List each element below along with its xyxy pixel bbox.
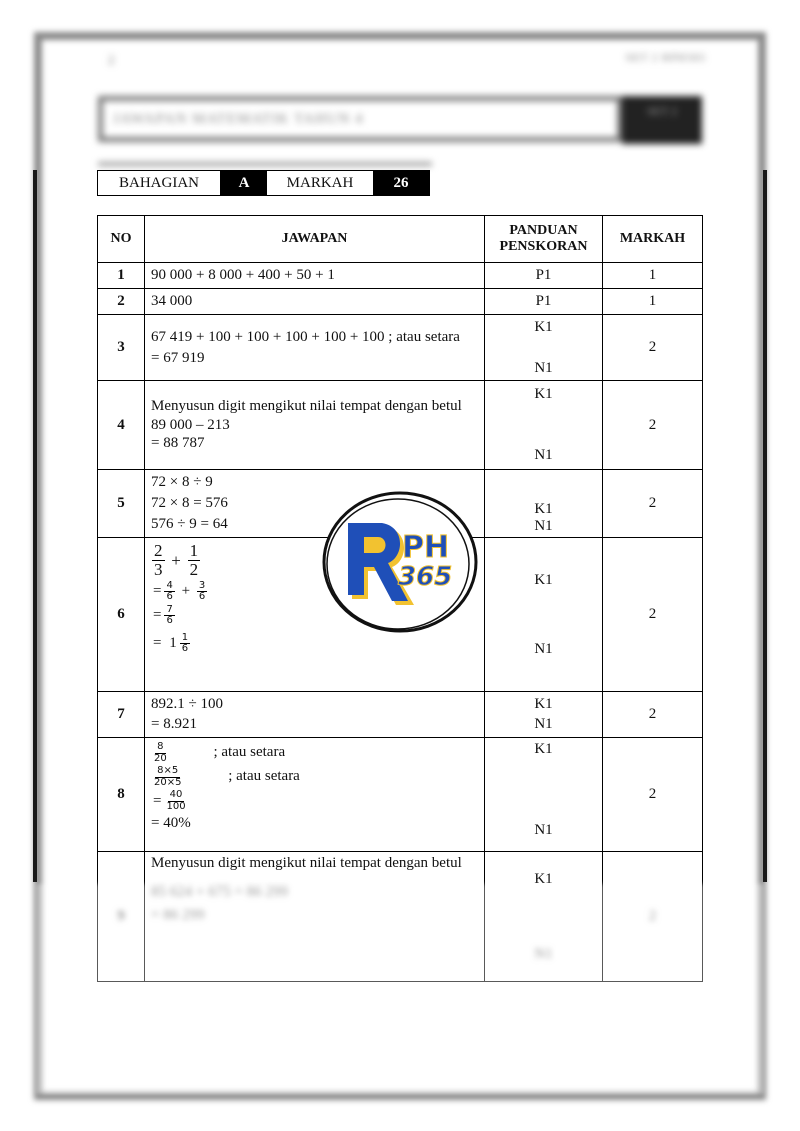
atau-setara: ; atau setara <box>213 744 286 761</box>
jawapan-line: = 8.921 <box>151 715 197 732</box>
panduan-n: N1 <box>534 447 553 463</box>
panduan-k: K1 <box>534 870 553 887</box>
subtitle-line <box>98 162 432 166</box>
set-label: SET 2 <box>622 96 702 144</box>
panduan-k: K1 <box>534 386 553 402</box>
jawapan-line: = 67 919 <box>151 349 205 366</box>
page-number: 2 <box>108 52 115 67</box>
panduan-k: K1 <box>534 741 553 757</box>
row-no: 9 <box>98 852 145 982</box>
header-panduan-line2: PENSKORAN <box>499 239 588 254</box>
row-markah: 2 <box>603 738 703 852</box>
section-bar <box>97 170 430 196</box>
row-no: 4 <box>98 381 145 470</box>
row-jawapan: 90 000 + 8 000 + 400 + 50 + 1 <box>145 263 485 289</box>
rph365-logo <box>318 487 480 637</box>
panduan-n: N1 <box>534 359 553 376</box>
row-markah: 2 <box>603 852 703 982</box>
panduan-n: N1 <box>534 640 553 657</box>
row-panduan <box>485 381 603 470</box>
header-no: NO <box>98 216 145 263</box>
row-panduan <box>485 538 603 692</box>
row-panduan <box>485 470 603 538</box>
fraction: $\frac{8\times 5}{20\times 5}$ <box>154 765 182 788</box>
table-row <box>98 289 703 315</box>
header-panduan-line1: PANDUAN <box>509 223 578 238</box>
markah-label: MARKAH <box>267 171 373 195</box>
fraction: $\frac{7}{6}$ <box>166 603 173 627</box>
jawapan-line: = 86 299 <box>151 907 205 923</box>
table-row <box>98 315 703 381</box>
page-border-right <box>763 170 767 882</box>
row-panduan <box>485 692 603 738</box>
row-no: 1 <box>98 263 145 289</box>
fraction: $\frac{1}{6}$ <box>181 631 189 655</box>
header-markah: MARKAH <box>603 216 703 263</box>
row-jawapan: $\frac{8}{20}$ ; atau setara $\frac{8\times 5}{20\times 5}$ ; atau setara = $\frac{40}{100}$ = 40% <box>145 738 485 852</box>
row-no: 2 <box>98 289 145 315</box>
row-panduan <box>485 315 603 381</box>
fraction: $\frac{4}{6}$ <box>166 579 173 603</box>
panduan-k: K1 <box>534 571 553 588</box>
panduan-n: N1 <box>534 945 553 962</box>
row-no: 7 <box>98 692 145 738</box>
row-markah: 2 <box>603 470 703 538</box>
markah-value: 26 <box>373 171 429 195</box>
table-row <box>98 381 703 470</box>
header-jawapan: JAWAPAN <box>145 216 485 263</box>
row-jawapan <box>145 315 485 381</box>
row-jawapan: 34 000 <box>145 289 485 315</box>
bahagian-label: BAHAGIAN <box>98 171 221 195</box>
row-panduan: P1 <box>485 289 603 315</box>
panduan-k: K1 <box>534 501 553 517</box>
table-row <box>98 692 703 738</box>
logo-365-text: 365 <box>398 562 453 592</box>
page-border-left <box>33 170 37 882</box>
row-no: 3 <box>98 315 145 381</box>
row-markah: 2 <box>603 692 703 738</box>
fraction: $\frac{1}{2}$ <box>189 541 199 579</box>
row-jawapan <box>145 692 485 738</box>
logo-ph-text: PH <box>402 530 450 565</box>
jawapan-line: = 88 787 <box>151 435 205 452</box>
jawapan-line: Menyusun digit mengikut nilai tempat dengan betul <box>151 855 462 871</box>
row-jawapan <box>145 381 485 470</box>
document-title: JAWAPAN MATEMATIK TAHUN 4 <box>98 96 622 142</box>
row-markah: 2 <box>603 315 703 381</box>
panduan-n: N1 <box>534 822 553 838</box>
row-jawapan: $\frac{2}{3}$ + $\frac{1}{2}$ = $\frac{4}{6}$ + $\frac{3}{6}$ = $\frac{7}{6}$ = 1 $\frac{1}{6}$ <box>145 538 485 692</box>
header-top-right: SET 2 RPH365 <box>625 52 706 64</box>
row-panduan: P1 <box>485 263 603 289</box>
fraction: $\frac{40}{100}$ <box>166 789 186 812</box>
header-panduan <box>485 216 603 263</box>
fraction: $\frac{8}{20}$ <box>154 741 167 764</box>
jawapan-result: = 40% <box>151 815 191 831</box>
atau-setara: ; atau setara <box>228 768 300 785</box>
panduan-n: N1 <box>534 518 553 534</box>
jawapan-line: 72 × 8 ÷ 9 <box>151 474 213 490</box>
table-row <box>98 738 703 852</box>
jawapan-line: Menyusun digit mengikut nilai tempat dengan betul <box>151 397 462 414</box>
row-no: 5 <box>98 470 145 538</box>
blur-overlay <box>36 884 764 1094</box>
panduan-k: K1 <box>534 696 553 712</box>
page-header-blurred <box>40 38 760 168</box>
panduan-k: K1 <box>534 318 553 335</box>
row-markah: 1 <box>603 289 703 315</box>
row-no: 6 <box>98 538 145 692</box>
fraction: $\frac{2}{3}$ <box>154 541 163 579</box>
table-row <box>98 263 703 289</box>
jawapan-line: 89 000 – 213 <box>151 416 230 433</box>
fraction: $\frac{3}{6}$ <box>198 579 206 603</box>
jawapan-line: 85 624 + 675 = 86 299 <box>151 883 288 900</box>
row-panduan <box>485 738 603 852</box>
table-header-row <box>98 216 703 263</box>
jawapan-line: 67 419 + 100 + 100 + 100 + 100 + 100 ; atau setara <box>151 328 460 345</box>
jawapan-line: 892.1 ÷ 100 <box>151 696 223 712</box>
row-markah: 2 <box>603 538 703 692</box>
row-no: 8 <box>98 738 145 852</box>
jawapan-line: 576 ÷ 9 = 64 <box>151 516 228 532</box>
row-markah: 2 <box>603 381 703 470</box>
bahagian-value: A <box>221 171 267 195</box>
jawapan-line: 72 × 8 = 576 <box>151 495 228 511</box>
panduan-n: N1 <box>534 715 553 732</box>
row-markah: 1 <box>603 263 703 289</box>
